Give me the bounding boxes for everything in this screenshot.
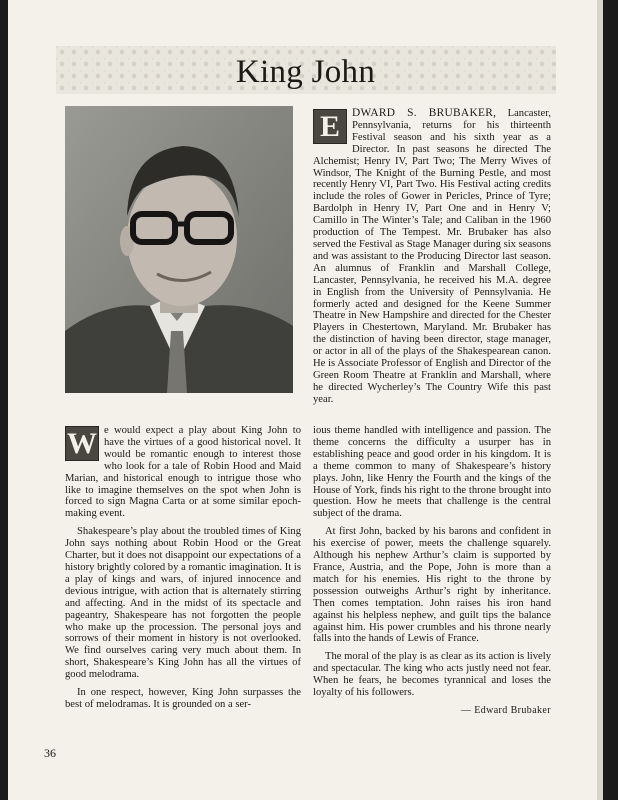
- essay-paragraph-2: Shakespeare’s play about the troubled times of King John says nothing about Robin Hood or the Great Charter, but it does not disappoint our expectations of a history brightly colored by a romantic imagination. It is a play of kings and wars, of injured innocence and devious intrigue, with action that is alternately stirring and affecting. And in the midst of its spectacle and pageantry, Shakespeare has not forgotten the people who make up the procession. The personal joys and sorrows of their moment in history is not overlooked. We find ourselves caring very much about them. In short, Shakespeare’s King John has all the virtues of good melodrama.: [65, 526, 301, 681]
- essay-right-column: [313, 425, 551, 717]
- page-edge: [597, 0, 603, 800]
- essay-dropcap: W: [67, 427, 97, 460]
- essay-paragraph-6: The moral of the play is as clear as its action is lively and spectacular. The king who acts justly need not fear. When he fears, he becomes tyrannical and loses the loyalty of his followers.: [313, 651, 551, 699]
- essay-paragraph-4: ious theme handled with intelligence and passion. The theme concerns the difficulty a usurper has in establishing peace and good order in his kingdom. It is a theme common to many of Shakespeare’s history plays. John, like Henry the Fourth and the kings of the House of York, finds his right to the throne brought into question. How he meets that challenge is the central subject of the drama.: [313, 425, 551, 520]
- essay-signature: — Edward Brubaker: [460, 704, 551, 716]
- page-title: King John: [235, 54, 376, 90]
- portrait-icon: [65, 106, 293, 393]
- bio-lead: DWARD S. BRUBAKER,: [352, 107, 497, 119]
- page-number: 36: [44, 746, 56, 760]
- bio-dropcap: E: [313, 109, 347, 144]
- essay-paragraph-1: [65, 425, 301, 520]
- director-bio: [313, 108, 551, 412]
- bio-text: Lancaster, Pennsylvania, returns for his thirteenth Festival season and his sixth year as a Director. In past seasons he directed The Alchemist; Henry IV, Part Two; The Merry Wives of Windsor, The Knight of the Burning Pestle, and most recently Henry VI, Part Two. His Festival acting credits include the roles of Gower in Pericles, Prince of Tyre; Bardolph in Henry IV, Part One and in Henry V; Camillo in The Winter’s Tale; and Caliban in the 1960 production of The Tempest. Mr. Brubaker has also served the Festival as Stage Manager during six seasons and was assistant to the Producing Director last season. An alumnus of Franklin and Marshall College, Lancaster, Pennsylvania, he received his M.A. degree in English from the University of Pennsylvania. He formerly acted and designed for the Keene Summer Theatre in New Hampshire and directed for the Chester Players in Chestertown, Maryland. Mr. Brubaker has the distinction of having been director, stage manager, or actor in all of the plays of the Shakespearean canon. He is Associate Professor of English and Director of the Green Room Theatre at Franklin and Marshall, where he directed Wycherley’s The Country Wife this past year.: [313, 108, 552, 405]
- essay-paragraph-5: At first John, backed by his barons and confident in his exercise of power, meets the challenge squarely. Although his nephew Arthur’s claim is supported by France, Austria, and the Pope, John is more than a match for his enemies. His right to the throne by possession outweighs Arthur’s right by inheritance. Then comes temptation. John raises his iron hand against his helpless nephew, and guilt tips the balance against him. His power crumbles and his throne nearly falls into the hands of Lewis of France.: [313, 526, 551, 645]
- essay-text-1: e would expect a play about King John to have the virtues of a good historical novel. It would be romantic enough to interest those who look for a tale of Robin Hood and Maid Marian, and historical enough to intrigue those who like to imagine themselves on the spot when John is forced to sign Magna Carta or at some similar epoch-making event.: [65, 425, 301, 520]
- page: [8, 0, 603, 800]
- bio-paragraph: [313, 108, 551, 406]
- essay-paragraph-3: In one respect, however, King John surpasses the best of melodramas. It is grounded on a ser-: [65, 687, 301, 710]
- portrait-photo: [65, 106, 293, 393]
- essay-left-column: [65, 425, 301, 717]
